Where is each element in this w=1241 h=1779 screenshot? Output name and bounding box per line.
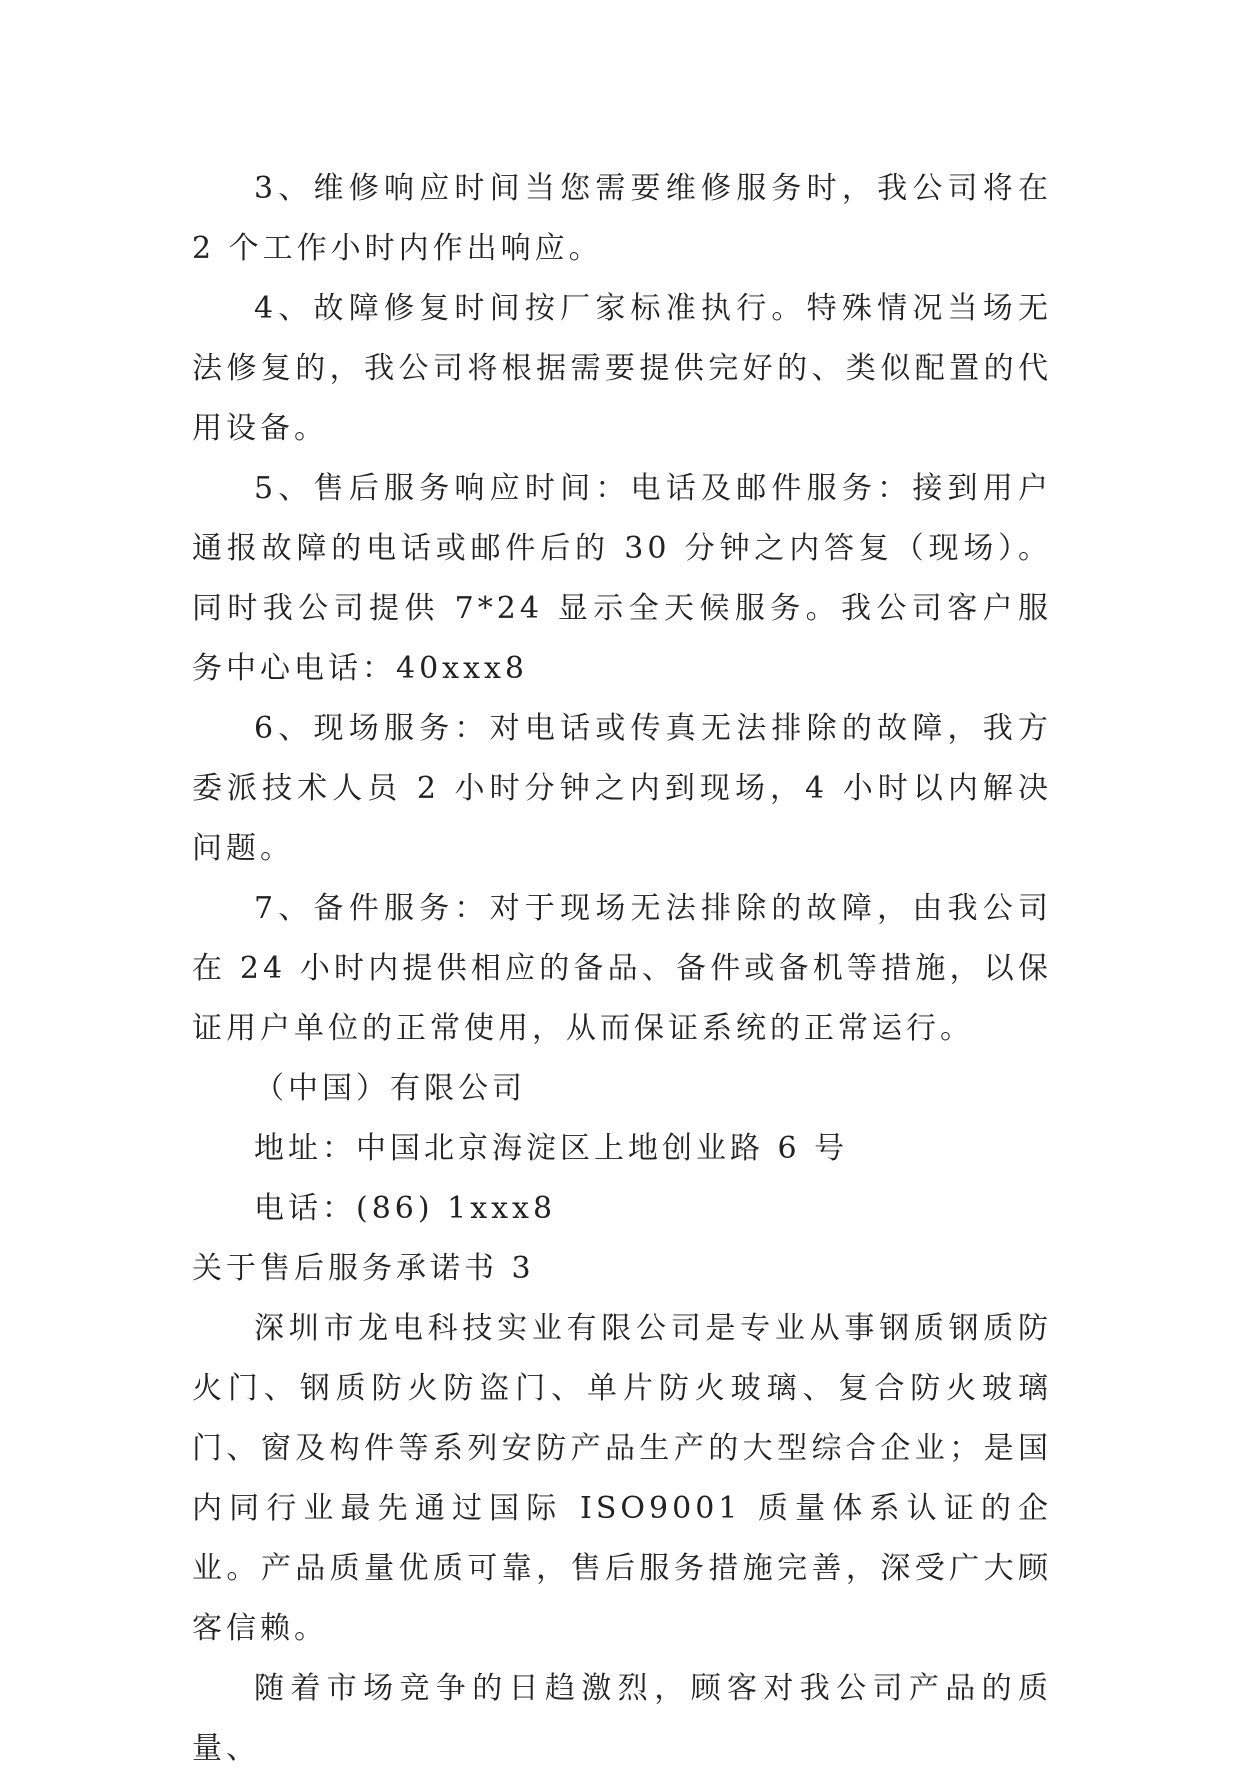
- company-name: （中国）有限公司: [254, 1071, 526, 1106]
- market-paragraph: 随着市场竞争的日趋激烈，顾客对我公司产品的质量、: [192, 1671, 1052, 1766]
- company-address: 地址：中国北京海淀区上地创业路 6 号: [254, 1131, 849, 1166]
- document-body: [192, 159, 1052, 1779]
- section-heading: 关于售后服务承诺书 3: [192, 1251, 535, 1286]
- paragraph-item-6: 6、现场服务：对电话或传真无法排除的故障，我方委派技术人员 2 小时分钟之内到现场，4 小时以内解决问题。: [192, 711, 1052, 866]
- paragraph-item-3: 3、维修响应时间当您需要维修服务时，我公司将在 2 个工作小时内作出响应。: [192, 171, 1052, 266]
- company-intro-paragraph: 深圳市龙电科技实业有限公司是专业从事钢质钢质防火门、钢质防火防盗门、单片防火玻璃、复合防火玻璃门、窗及构件等系列安防产品生产的大型综合企业；是国内同行业最先通过国际 ISO9001 质量体系认证的企业。产品质量优质可靠，售后服务措施完善，深受广大顾客信赖。: [192, 1311, 1052, 1646]
- paragraph-item-7: 7、备件服务：对于现场无法排除的故障，由我公司在 24 小时内提供相应的备品、备件或备机等措施，以保证用户单位的正常使用，从而保证系统的正常运行。: [192, 891, 1052, 1046]
- paragraph-item-5: 5、售后服务响应时间：电话及邮件服务：接到用户通报故障的电话或邮件后的 30 分钟之内答复（现场）。同时我公司提供 7*24 显示全天候服务。我公司客户服务中心电话：40xxx8: [192, 471, 1052, 686]
- company-phone: 电话：(86) 1xxx8: [254, 1191, 557, 1226]
- paragraph-item-4: 4、故障修复时间按厂家标准执行。特殊情况当场无法修复的，我公司将根据需要提供完好的、类似配置的代用设备。: [192, 291, 1052, 446]
